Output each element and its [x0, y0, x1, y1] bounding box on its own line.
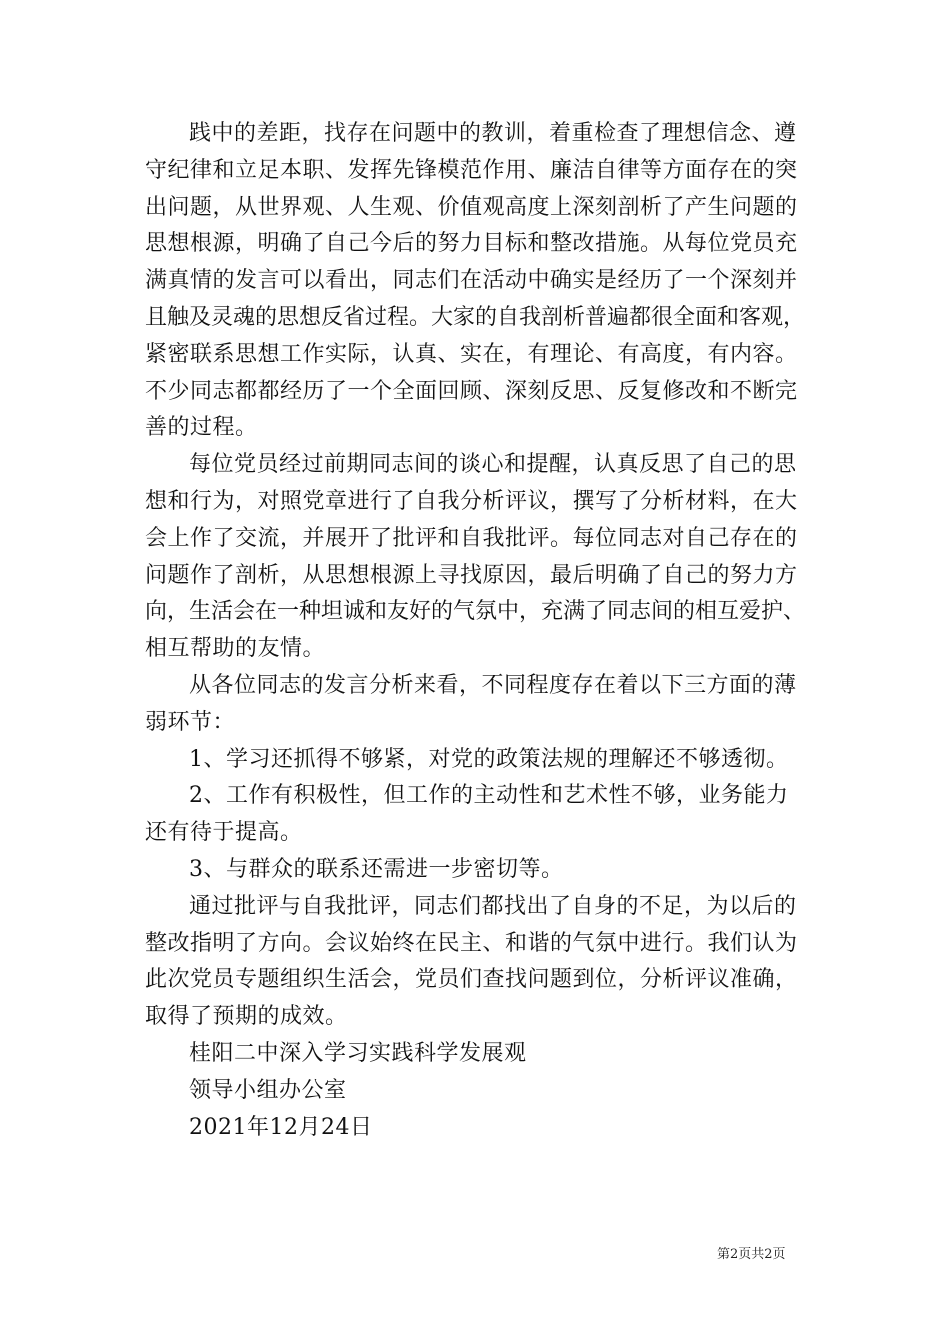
text-line: 整改指明了方向。会议始终在民主、和谐的气氛中进行。我们认为: [145, 930, 798, 956]
paragraph: [145, 116, 810, 447]
paragraph: [145, 447, 810, 668]
text-line: 从各位同志的发言分析来看，不同程度存在着以下三方面的薄: [189, 672, 797, 698]
page-number: 第2页共2页: [717, 1247, 786, 1262]
paragraph: [145, 668, 810, 742]
text-line: 出问题，从世界观、人生观、价值观高度上深刻剖析了产生问题的: [145, 194, 798, 220]
text-line: 满真情的发言可以看出，同志们在活动中确实是经历了一个深刻并: [145, 268, 798, 294]
text-line: 1、学习还抓得不够紧，对党的政策法规的理解还不够透彻。: [189, 746, 789, 772]
text-line: 紧密联系思想工作实际，认真、实在，有理论、有高度，有内容。: [145, 341, 798, 367]
text-line: 善的过程。: [145, 415, 258, 441]
text-line: 不少同志都都经历了一个全面回顾、深刻反思、反复修改和不断完: [145, 378, 798, 404]
list-item: [145, 778, 810, 852]
text-line: 且触及灵魂的思想反省过程。大家的自我剖析普遍都很全面和客观，: [145, 304, 806, 330]
text-line: 取得了预期的成效。: [145, 1004, 348, 1030]
text-line: 守纪律和立足本职、发挥先锋模范作用、廉洁自律等方面存在的突: [145, 157, 798, 183]
text-line: 还有待于提高。: [145, 820, 303, 846]
list-item: [145, 852, 810, 889]
text-line: 弱环节：: [145, 709, 236, 735]
text-line: 想和行为，对照党章进行了自我分析评议，撰写了分析材料，在大: [145, 488, 798, 514]
signature-date: 2021年12月24日: [189, 1114, 373, 1140]
text-line: 相互帮助的友情。: [145, 636, 326, 662]
text-line: 问题作了剖析，从思想根源上寻找原因，最后明确了自己的努力方: [145, 562, 798, 588]
list-item: [145, 742, 810, 779]
signature-org-line: 领导小组办公室: [189, 1077, 347, 1103]
paragraph: [145, 889, 810, 1036]
text-line: 会上作了交流，并展开了批评和自我批评。每位同志对自己存在的: [145, 525, 798, 551]
text-line: 通过批评与自我批评，同志们都找出了自身的不足，为以后的: [189, 893, 797, 919]
document-body: [145, 116, 810, 1146]
text-line: 向，生活会在一种坦诚和友好的气氛中，充满了同志间的相互爱护、: [145, 599, 806, 625]
signature-block: [145, 1036, 810, 1146]
text-line: 践中的差距，找存在问题中的教训，着重检查了理想信念、遵: [189, 121, 797, 146]
text-line: 思想根源，明确了自己今后的努力目标和整改措施。从每位党员充: [145, 231, 798, 257]
text-line: 2、工作有积极性，但工作的主动性和艺术性不够，业务能力: [189, 783, 789, 809]
signature-org-line: 桂阳二中深入学习实践科学发展观: [189, 1040, 527, 1066]
text-line: 3、与群众的联系还需进一步密切等。: [189, 856, 564, 882]
text-line: 每位党员经过前期同志间的谈心和提醒，认真反思了自己的思: [189, 452, 797, 478]
text-line: 此次党员专题组织生活会，党员们查找问题到位，分析评议准确，: [145, 967, 798, 993]
